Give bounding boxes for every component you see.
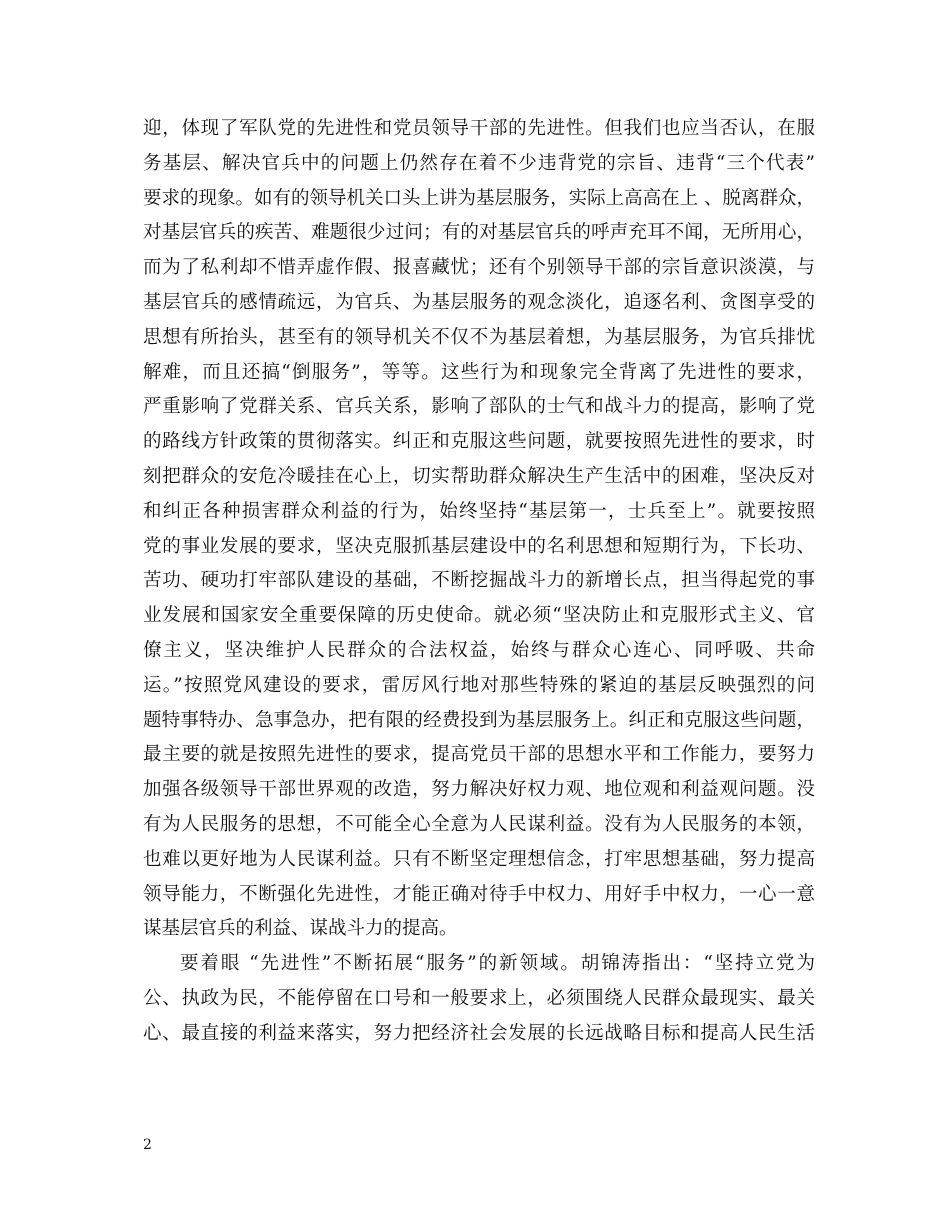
text-line: 对基层官兵的疾苦、难题很少过问；有的对基层官兵的呼声充耳不闻，无所用心， bbox=[143, 222, 815, 244]
text-line: 要着眼 “先进性”不断拓展“服务”的新领域。胡锦涛指出：“坚持立党为 bbox=[180, 953, 815, 975]
paragraph-1 bbox=[143, 112, 815, 947]
text-line: 有为人民服务的思想，不可能全心全意为人民谋利益。没有为人民服务的本领， bbox=[143, 813, 815, 835]
text-line: 党的事业发展的要求，坚决克服抓基层建设中的名利思想和短期行为，下长功、 bbox=[143, 535, 815, 557]
text-line: 要求的现象。如有的领导机关口头上讲为基层服务，实际上高高在上 、脱离群众， bbox=[143, 187, 815, 209]
text-line: 业发展和国家安全重要保障的历史使命。就必须“坚决防止和克服形式主义、官 bbox=[143, 605, 815, 627]
text-line: 心、最直接的利益来落实，努力把经济社会发展的长远战略目标和提高人民生活 bbox=[143, 1022, 815, 1044]
text-line: 也难以更好地为人民谋利益。只有不断坚定理想信念，打牢思想基础，努力提高 bbox=[143, 848, 815, 870]
page-number: 2 bbox=[143, 1137, 152, 1153]
text-line: 苦功、硬功打牢部队建设的基础，不断挖掘战斗力的新增长点，担当得起党的事 bbox=[143, 570, 815, 592]
text-line: 加强各级领导干部世界观的改造，努力解决好权力观、地位观和利益观问题。没 bbox=[143, 779, 815, 801]
text-line: 谋基层官兵的利益、谋战斗力的提高。 bbox=[143, 918, 458, 940]
text-line: 务基层、解决官兵中的问题上仍然存在着不少违背党的宗旨、违背“三个代表” bbox=[143, 152, 815, 174]
text-line: 刻把群众的安危冷暖挂在心上，切实帮助群众解决生产生活中的困难，坚决反对 bbox=[143, 465, 815, 487]
body-text bbox=[143, 112, 815, 1052]
text-line: 题特事特办、急事急办，把有限的经费投到为基层服务上。纠正和克服这些问题， bbox=[143, 709, 815, 731]
text-line: 领导能力，不断强化先进性，才能正确对待手中权力、用好手中权力，一心一意 bbox=[143, 883, 815, 905]
text-line: 基层官兵的感情疏远，为官兵、为基层服务的观念淡化，追逐名利、贪图享受的 bbox=[143, 291, 815, 313]
text-line: 思想有所抬头，甚至有的领导机关不仅不为基层着想，为基层服务，为官兵排忧 bbox=[143, 326, 815, 348]
text-line: 最主要的就是按照先进性的要求，提高党员干部的思想水平和工作能力，要努力 bbox=[143, 744, 815, 766]
text-line: 解难，而且还搞“倒服务”，等等。这些行为和现象完全背离了先进性的要求， bbox=[143, 361, 815, 383]
text-line: 运。”按照党风建设的要求，雷厉风行地对那些特殊的紧迫的基层反映强烈的问 bbox=[143, 674, 815, 696]
text-line: 迎，体现了军队党的先进性和党员领导干部的先进性。但我们也应当否认，在服 bbox=[143, 118, 815, 139]
text-line: 而为了私利却不惜弄虚作假、报喜藏忧；还有个别领导干部的宗旨意识淡漠，与 bbox=[143, 257, 815, 279]
text-line: 僚主义，坚决维护人民群众的合法权益，始终与群众心连心、同呼吸、共命 bbox=[143, 639, 815, 661]
text-line: 的路线方针政策的贯彻落实。纠正和克服这些问题，就要按照先进性的要求，时 bbox=[143, 431, 815, 453]
text-line: 公、执政为民，不能停留在口号和一般要求上，必须围绕人民群众最现实、最关 bbox=[143, 987, 815, 1009]
paragraph-2 bbox=[143, 947, 815, 1051]
text-line: 严重影响了党群关系、官兵关系，影响了部队的士气和战斗力的提高，影响了党 bbox=[143, 396, 815, 418]
text-line: 和纠正各种损害群众利益的行为，始终坚持“基层第一，士兵至上”。就要按照 bbox=[143, 500, 815, 522]
